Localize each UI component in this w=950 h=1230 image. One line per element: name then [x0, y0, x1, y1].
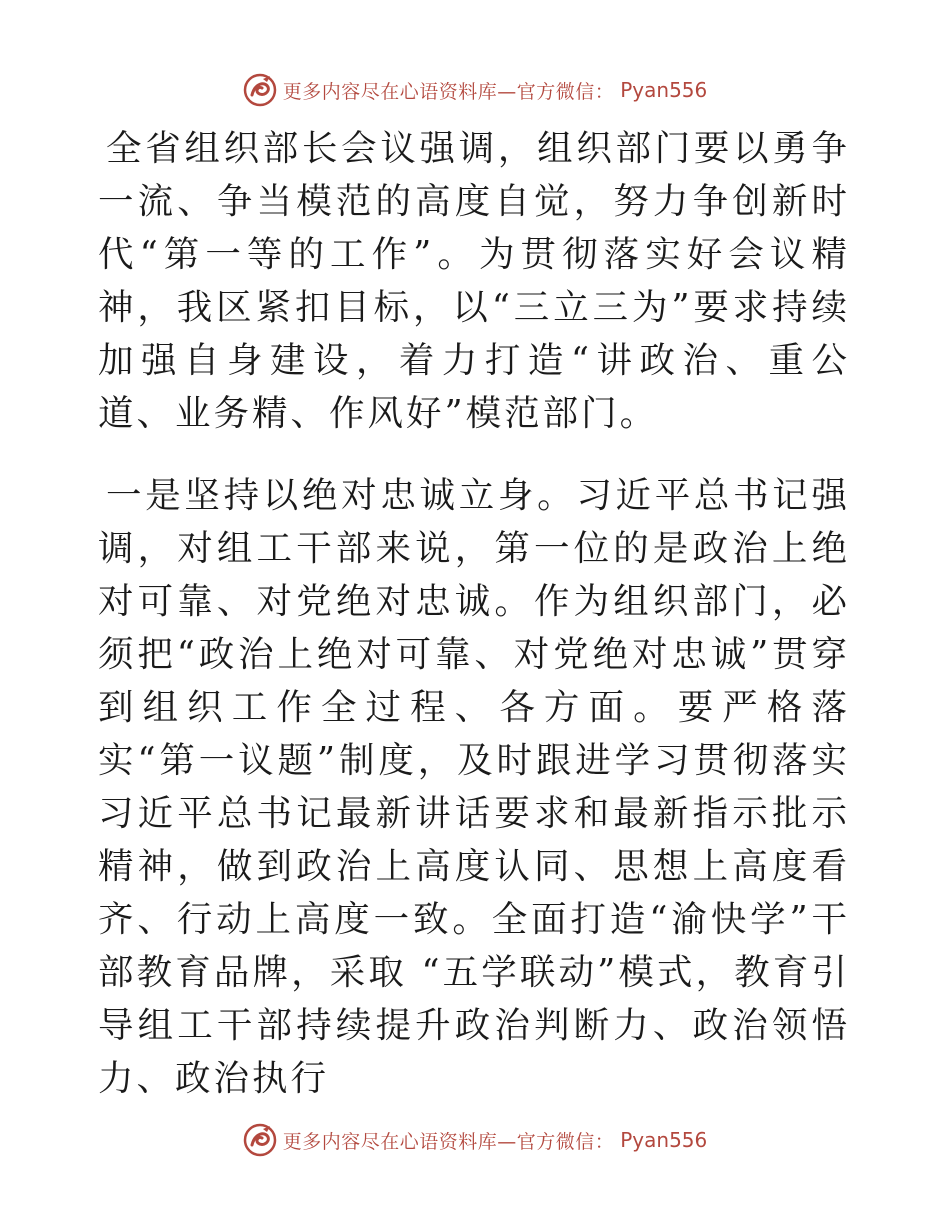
paragraph-intro: 全省组织部长会议强调，组织部门要以勇争一流、争当模范的高度自觉，努力争创新时代“第一等的工作”。为贯彻落实好会议精神，我区紧扣目标，以“三立三为”要求持续加强自身建设，着力打造“讲政治、重公道、业务精、作风好”模范部门。: [98, 128, 850, 434]
watermark-text: 更多内容尽在心语资料库—官方微信：: [282, 80, 615, 103]
footer-watermark: [0, 1120, 950, 1160]
document-body: [98, 122, 850, 1105]
red-seal-swirl-icon: [243, 1123, 277, 1157]
watermark-wechat-id: Pyan556: [620, 1128, 708, 1152]
watermark-text: 更多内容尽在心语资料库—官方微信：: [282, 1130, 615, 1153]
paragraph-point-one: 一是坚持以绝对忠诚立身。习近平总书记强调，对组工干部来说，第一位的是政治上绝对可靠、对党绝对忠诚。作为组织部门，必须把“政治上绝对可靠、对党绝对忠诚”贯穿到组织工作全过程、各方面。要严格落实“第一议题”制度，及时跟进学习贯彻落实习近平总书记最新讲话要求和最新指示批示精神，做到政治上高度认同、思想上高度看齐、行动上高度一致。全面打造“渝快学”干部教育品牌，采取 “五学联动”模式，教育引导组工干部持续提升政治判断力、政治领悟力、政治执行: [98, 475, 850, 1099]
header-watermark: [0, 70, 950, 110]
watermark-wechat-id: Pyan556: [620, 78, 708, 102]
red-seal-swirl-icon: [243, 73, 277, 107]
